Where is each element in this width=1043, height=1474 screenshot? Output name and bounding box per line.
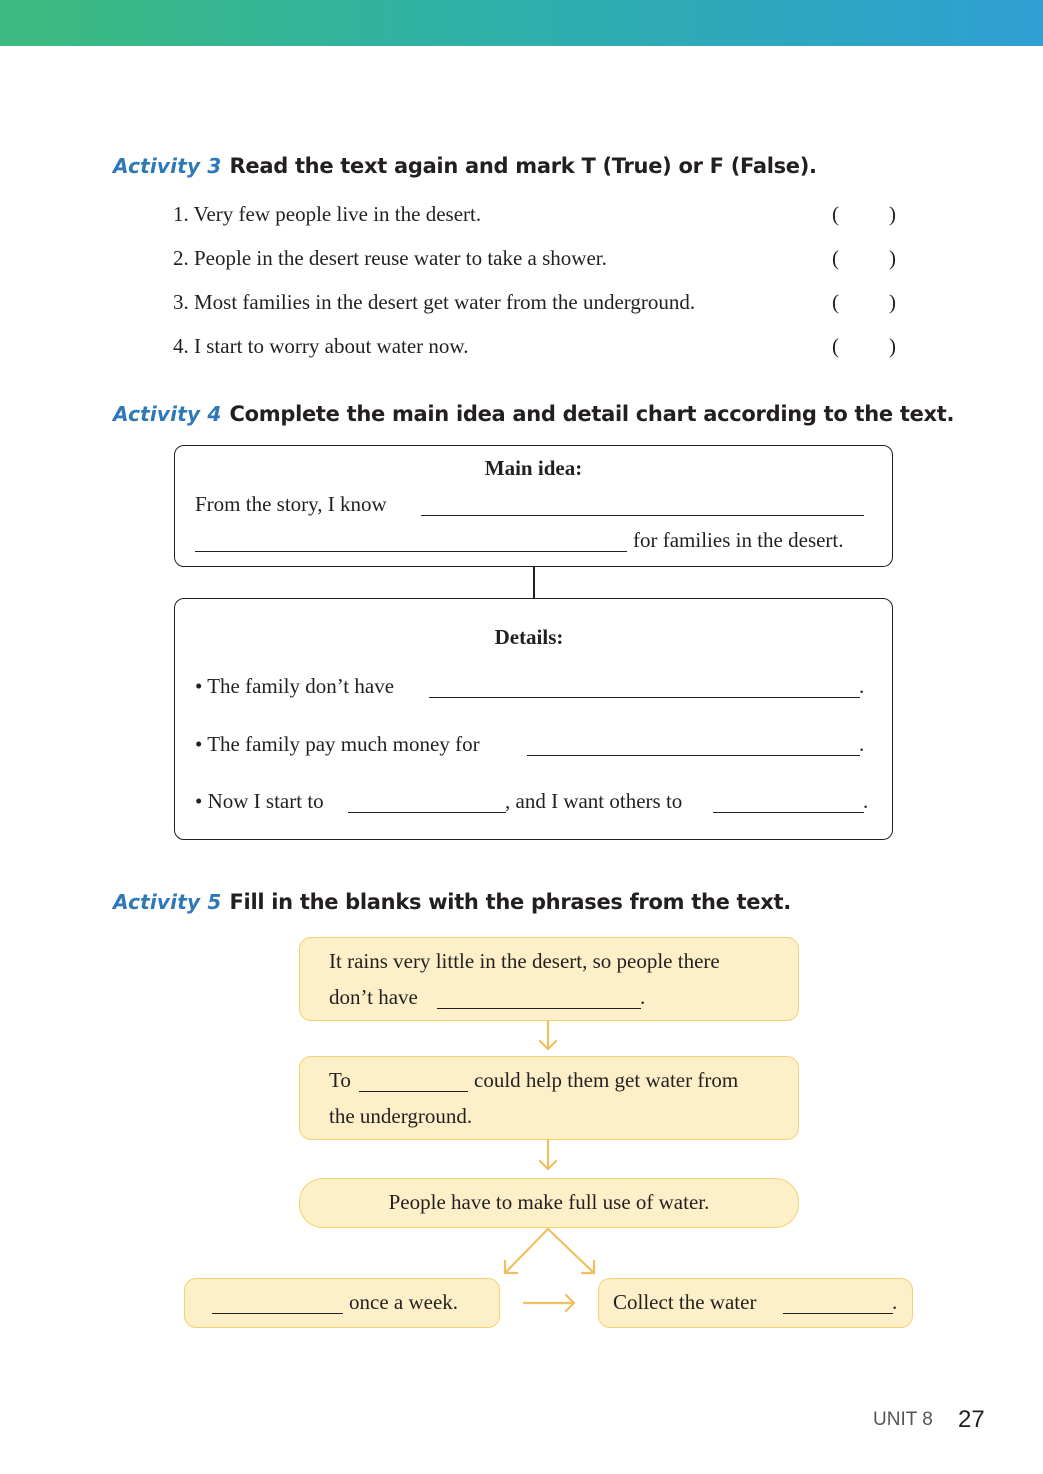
main-idea-heading: Main idea: [484, 456, 583, 480]
arrow-down-2 [540, 1140, 556, 1169]
footer-unit: UNIT 8 [873, 1409, 933, 1430]
activity-4-label: Activity 4 [113, 402, 222, 426]
answer-bracket-4[interactable]: ( ) [832, 334, 896, 358]
flow-box-5-text: Collect the water [613, 1290, 757, 1314]
detail-1-period: . [859, 674, 865, 698]
tf-item-1: 1. Very few people live in the desert. [173, 202, 482, 226]
detail-2-period: . [859, 732, 865, 756]
arrow-split-right [548, 1229, 594, 1273]
arrow-right [524, 1295, 574, 1311]
flow-box-2-start: To [329, 1068, 351, 1092]
detail-2: • The family pay much money for [195, 732, 480, 756]
activity-5-label: Activity 5 [113, 890, 222, 914]
tf-item-3: 3. Most families in the desert get water from the underground. [173, 290, 696, 314]
flow-box-5-period: . [892, 1290, 898, 1314]
flow-box-1-line-1: It rains very little in the desert, so people there [329, 949, 720, 973]
detail-1: • The family don’t have [195, 674, 395, 698]
flow-box-1-period: . [640, 985, 646, 1009]
activity-5-title: Fill in the blanks with the phrases from the text. [229, 890, 791, 914]
flow-box-2-line-2: the underground. [329, 1104, 473, 1128]
activity-3-title: Read the text again and mark T (True) or F (False). [229, 154, 817, 178]
arrow-down-1 [540, 1021, 556, 1049]
tf-item-4: 4. I start to worry about water now. [173, 334, 469, 358]
activity-3-label: Activity 3 [113, 154, 222, 178]
arrow-split-left [505, 1229, 548, 1273]
answer-bracket-2[interactable]: ( ) [832, 246, 896, 270]
main-idea-line-1: From the story, I know [195, 492, 387, 516]
detail-3-period: . [863, 789, 869, 813]
tf-item-2: 2. People in the desert reuse water to take a shower. [173, 246, 607, 270]
flow-box-1-line-2: don’t have [329, 985, 418, 1009]
flow-box-4-text: once a week. [349, 1290, 459, 1314]
answer-bracket-1[interactable]: ( ) [832, 202, 896, 226]
detail-3-middle: , and I want others to [505, 789, 683, 813]
flow-box-3-text: People have to make full use of water. [388, 1190, 710, 1214]
answer-bracket-3[interactable]: ( ) [832, 290, 896, 314]
flow-box-2-end: could help them get water from [474, 1068, 739, 1092]
activity-4-title: Complete the main idea and detail chart according to the text. [229, 402, 955, 426]
details-heading: Details: [494, 625, 564, 649]
main-idea-line-2: for families in the desert. [633, 528, 844, 552]
detail-3-start: • Now I start to [195, 789, 324, 813]
page-number: 27 [958, 1406, 985, 1433]
